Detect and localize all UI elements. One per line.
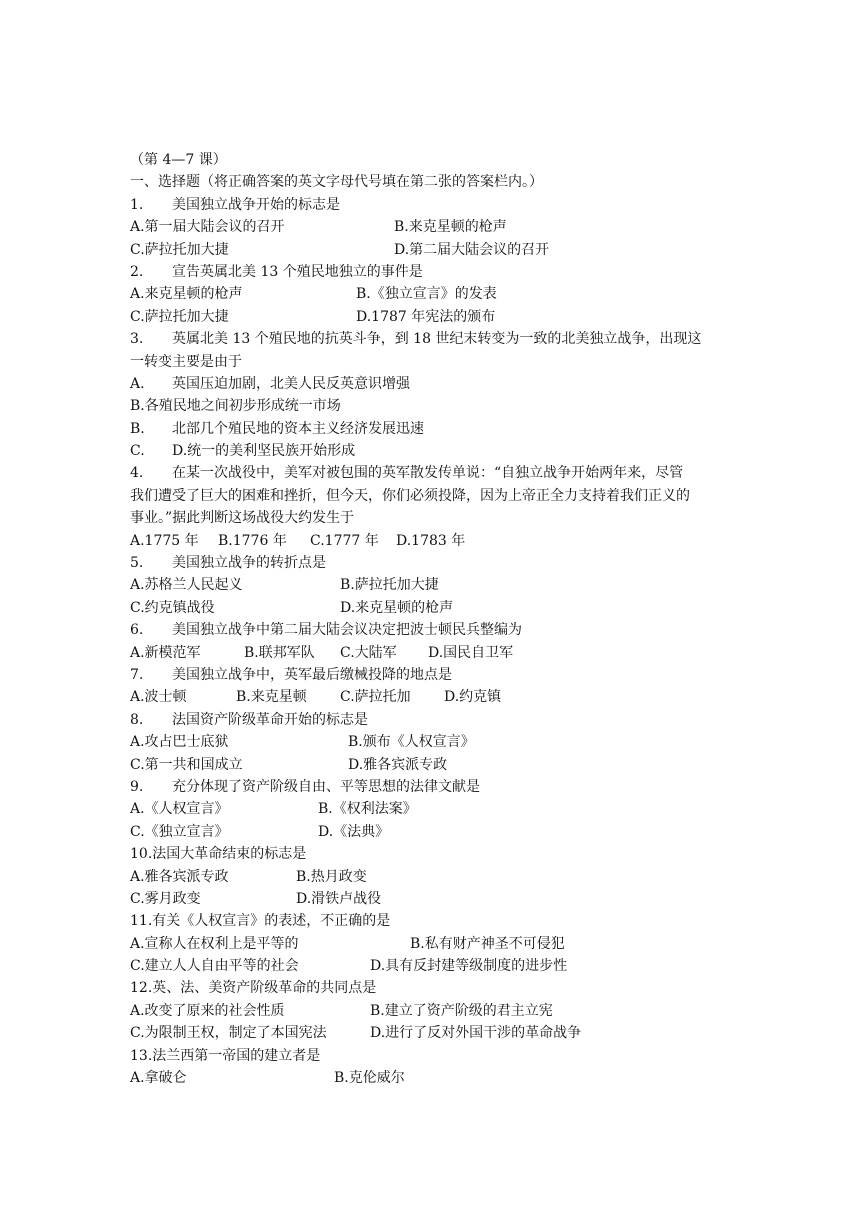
question-7	[130, 664, 740, 686]
question-number: 10.	[130, 846, 153, 863]
option-row	[130, 283, 740, 305]
question-13	[130, 1045, 740, 1067]
question-number: 5.	[130, 555, 144, 572]
lesson-range: （第 4—7 课）	[130, 152, 227, 168]
option-row	[130, 1000, 740, 1022]
option: C.萨拉托加大捷	[130, 241, 229, 258]
option: A.宣称人在权利上是平等的	[130, 935, 299, 952]
option-text: 英国压迫加剧，北美人民反英意识增强	[172, 375, 410, 392]
question-number: 6.	[130, 622, 144, 639]
question-stem: 美国独立战争开始的标志是	[172, 196, 340, 213]
question-stem: 法国资产阶级革命开始的标志是	[172, 711, 368, 728]
option: B.1776 年	[218, 532, 287, 549]
question-stem-continued: 我们遭受了巨大的困难和挫折，但今天，你们必须投降，因为上帝正全力支持着我们正义的	[130, 487, 690, 504]
question-3	[130, 328, 740, 350]
option: B.《权利法案》	[318, 801, 417, 818]
question-number: 1.	[130, 196, 144, 213]
option: B.克伦威尔	[334, 1070, 405, 1087]
option: C.雾月政变	[130, 890, 201, 907]
question-stem-continued: 一转变主要是由于	[130, 353, 242, 370]
option: C.约克镇战役	[130, 599, 215, 616]
option-row	[130, 754, 740, 776]
question-stem: 英、法、美资产阶级革命的共同点是	[152, 980, 377, 997]
question-stem: 充分体现了资产阶级自由、平等思想的法律文献是	[172, 778, 480, 795]
option: C.为限制王权，制定了本国宪法	[130, 1025, 327, 1042]
option: D.约克镇	[444, 689, 502, 706]
question-12	[130, 977, 740, 999]
question-number: 9.	[130, 778, 144, 795]
option-row	[130, 731, 740, 753]
question-8	[130, 709, 740, 731]
option: B.私有财产神圣不可侵犯	[410, 935, 565, 952]
option: B.萨拉托加大捷	[340, 577, 439, 594]
option-row	[130, 866, 740, 888]
option-text: D.统一的美利坚民族开始形成	[172, 443, 356, 460]
exam-document	[130, 149, 740, 1089]
option: D.1783 年	[396, 532, 466, 549]
option: C.大陆军	[340, 644, 397, 661]
question-number: 8.	[130, 711, 144, 728]
question-stem: 宣告英属北美 13 个殖民地独立的事件是	[172, 263, 423, 280]
option: B.联邦军队	[244, 644, 315, 661]
question-4	[130, 462, 740, 484]
option-letter: A.	[130, 375, 145, 392]
option: B.各殖民地之间初步形成统一市场	[130, 398, 341, 415]
option: B.《独立宣言》的发表	[356, 286, 497, 303]
question-10	[130, 843, 740, 865]
option-row	[130, 642, 740, 664]
question-stem: 英属北美 13 个殖民地的抗英斗争，到 18 世纪末转变为一致的北美独立战争，出现这	[172, 331, 702, 348]
option-row	[130, 373, 740, 395]
option: A.第一届大陆会议的召开	[130, 219, 285, 236]
option-row	[130, 1067, 740, 1089]
option: A.雅各宾派专政	[130, 868, 229, 885]
option-row	[130, 597, 740, 619]
option-row	[130, 440, 740, 462]
option: C.第一共和国成立	[130, 756, 243, 773]
option: D.雅各宾派专政	[348, 756, 448, 773]
option: C.萨拉托加大捷	[130, 308, 229, 325]
option: A.波士顿	[130, 689, 187, 706]
question-stem-continued: 事业。”据此判断这场战役大约发生于	[130, 510, 355, 527]
question-6	[130, 619, 740, 641]
option: D.滑铁卢战役	[296, 890, 382, 907]
question-1	[130, 194, 740, 216]
option: D.《法典》	[318, 823, 390, 840]
question-stem: 法国大革命结束的标志是	[152, 846, 307, 863]
option-row	[130, 306, 740, 328]
option: A.1775 年	[130, 532, 199, 549]
question-number: 4.	[130, 465, 144, 482]
option: A.改变了原来的社会性质	[130, 1002, 285, 1019]
option: D.第二届大陆会议的召开	[394, 241, 550, 258]
option-text: 北部几个殖民地的资本主义经济发展迅速	[172, 420, 424, 437]
option: A.攻占巴士底狱	[130, 734, 229, 751]
option: A.新模范军	[130, 644, 201, 661]
option: B.来克星顿的枪声	[394, 219, 507, 236]
question-number: 11.	[130, 913, 153, 930]
option: D.国民自卫军	[428, 644, 514, 661]
option-row	[130, 530, 740, 552]
question-stem: 美国独立战争的转折点是	[172, 555, 326, 572]
question-stem: 有关《人权宣言》的表述，不正确的是	[152, 913, 391, 930]
option: C.萨拉托加	[340, 689, 411, 706]
option-row	[130, 574, 740, 596]
option-letter: C.	[130, 443, 145, 460]
option-row	[130, 1022, 740, 1044]
question-number: 3.	[130, 331, 144, 348]
option-row	[130, 216, 740, 238]
option: B.颁布《人权宣言》	[348, 734, 475, 751]
option-row	[130, 955, 740, 977]
question-stem: 在某一次战役中，美军对被包围的英军散发传单说：“自独立战争开始两年来，尽管	[172, 465, 684, 482]
question-stem: 美国独立战争中第二届大陆会议决定把波士顿民兵整编为	[172, 622, 522, 639]
option-row	[130, 239, 740, 261]
option: D.来克星顿的枪声	[340, 599, 454, 616]
option-row	[130, 798, 740, 820]
question-number: 2.	[130, 263, 144, 280]
question-11	[130, 910, 740, 932]
option: B.建立了资产阶级的君主立宪	[370, 1002, 553, 1019]
option: B.热月政变	[296, 868, 367, 885]
option: A.苏格兰人民起义	[130, 577, 243, 594]
option: C.1777 年	[310, 532, 379, 549]
option: D.1787 年宪法的颁布	[356, 308, 496, 325]
question-stem: 法兰西第一帝国的建立者是	[152, 1047, 321, 1064]
question-number: 12.	[130, 980, 153, 997]
option-row	[130, 686, 740, 708]
question-number: 7.	[130, 666, 144, 683]
option: A.《人权宣言》	[130, 801, 229, 818]
option-letter: B.	[130, 420, 145, 437]
question-stem: 美国独立战争中，英军最后缴械投降的地点是	[172, 666, 452, 683]
option-row	[130, 888, 740, 910]
option-row	[130, 418, 740, 440]
option: C.建立人人自由平等的社会	[130, 958, 299, 975]
option: D.具有反封建等级制度的进步性	[370, 958, 568, 975]
section-title: 一、选择题（将正确答案的英文字母代号填在第二张的答案栏内。）	[130, 174, 543, 191]
option: D.进行了反对外国干涉的革命战争	[370, 1025, 582, 1042]
question-number: 13.	[130, 1047, 153, 1064]
option: A.来克星顿的枪声	[130, 286, 243, 303]
option: C.《独立宣言》	[130, 823, 229, 840]
option: B.来克星顿	[236, 689, 307, 706]
question-9	[130, 776, 740, 798]
question-2	[130, 261, 740, 283]
option-row	[130, 933, 740, 955]
question-5	[130, 552, 740, 574]
option: A.拿破仑	[130, 1070, 187, 1087]
option-row	[130, 821, 740, 843]
